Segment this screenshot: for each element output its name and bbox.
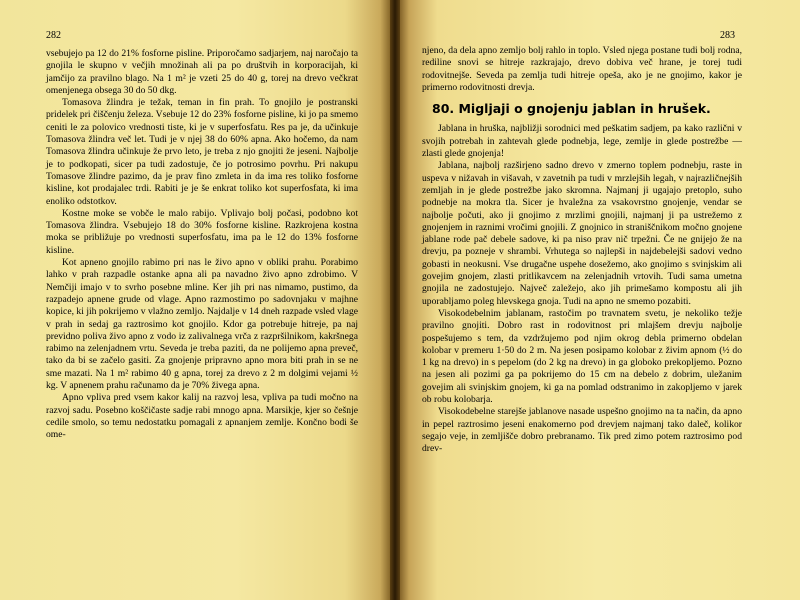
right-page-body bbox=[422, 45, 742, 456]
paragraph: Jablana, najbolj razširjeno sadno drevo v zmerno toplem podnebju, raste in uspeva v nižavah in višavah, v zavetnih pa tudi v mrzlejših legah, v najrazličnejših zemljah in je glede postrežbe jako skromna. Najmanj ji ugajajo pretoplo, suho podnebje na mokra tla. Sicer je hvaležna za vsakovrstno gnojenje, vendar se najbolje počuti, ako ji gnojimo z mrzlimi gnojili, najmanj ji pa ustrežemo z gnojenjem in raznimi vročimi gnojili. Z gnojnico in straniščnikom močno gnojene jablane rode pač debele sadove, ki pa niso prav nič trpežni. Če ne gnijejo že na drevju, pa pozneje v shrambi. Vrhutega so najlepši in najdebelejši sadovi vedno gobasti in neokusni. Vse drugačne uspehe dosežemo, ako gnojimo s svinjskim ali govejim gnojem, zlasti pritlikavcem na zelenjadnih vrtovih. Tudi sama umetna gnojila ne zadostujejo. Največ zaležejo, ako jih primešamo kompostu ali jih uporabljamo poleg hlevskega gnoja. Tudi na apno ne smemo pozabiti. bbox=[422, 160, 742, 307]
page-number-left: 282 bbox=[46, 30, 61, 41]
book-gutter bbox=[390, 0, 400, 600]
paragraph: Kot apneno gnojilo rabimo pri nas le živo apno v obliki prahu. Porabimo lahko v prah razpadle ostanke apna ali pa navadno živo apno zdrobimo. V Nemčiji imajo v to svrho posebne mline. Ker jih pri nas nimamo, pustimo, da razpadejo apnene grude od vlage. Apno razmostimo po sadovnjaku v majhne kopice, ki jih pokrijemo v vlažno zemljo. Najdalje v 14 dneh razpade vsled vlage v prah in sedaj ga raztrosimo kot gnojilo. Kdor ga potrebuje hitreje, pa naj previdno poliva živo apno z vodo iz zalivalnega vrča z razpršilnikom, kakršnega rabimo na zelenjadnem vrtu. Seveda je treba paziti, da ne polijemo apna preveč, tako da bi se začelo gasiti. Za gnojenje pripravno apno mora biti prah in se ne sme mazati. Na 1 m² rabimo 40 g apna, torej za drevo z 2 m dolgimi vejami ½ kg. V apnenem prahu računamo da je 70% živega apna. bbox=[46, 257, 358, 392]
section-heading: 80. Migljaji o gnojenju jablan in hrušek. bbox=[432, 101, 711, 117]
paragraph: vsebujejo pa 12 do 21% fosforne pisline. Priporočamo sadjarjem, naj naročajo ta gnojila le skupno v večjih množinah ali pa po društvih in korporacijah, ki jamčijo za pravilno blago. Na 1 m² je vzeti 25 do 40 g, torej na drevo večkrat omenjenega obsega 30 do 50 dkg. bbox=[46, 48, 358, 96]
left-page-body bbox=[46, 48, 358, 442]
paragraph: Apno vpliva pred vsem kakor kalij na razvoj lesa, vpliva pa tudi močno na razvoj sadu. Posebno koščičaste sadje rabi mnogo apna. Marsikje, kjer so češnje cedile smolo, so temu nedostatku pomagali z apnanjem zemlje. Končno bodi še ome- bbox=[46, 392, 358, 441]
paragraph: Tomasova žlindra je težak, teman in fin prah. To gnojilo je postranski pridelek pri čiščenju železa. Vsebuje 12 do 23% fosforne pisline, ki jo pa smemo ceniti le za polovico vrednosti tiste, ki je v superfosfatu. Res pa je, da učinkuje Tomasova žlindra več let. Tudi je v njej 38 do 60% apna. Ako hočemo, da nam Tomasova žlindra učinkuje že prvo leto, je treba z njo gnojiti že jeseni. Najbolje je to podkopati, sicer pa tudi zadostuje, če jo potrosimo povrhu. Pri nakupu Tomasove žlindre pazimo, da je prav fino zmleta in da ima res toliko fosforne kisline, kot prodajalec trdi. Rabiti je je še enkrat toliko kot superfosfata, ki ima enoliko odstotkov. bbox=[46, 97, 358, 207]
paragraph: Kostne moke se vobče le malo rabijo. Vplivajo bolj počasi, podobno kot Tomasova žlindra. Vsebujejo 18 do 30% fosforne kisline. Razkrojena kostna moka se približuje po vrednosti superfosfatu, ima pa le 12 do 13% fosforne kisline. bbox=[46, 207, 358, 256]
paragraph: Jablana in hruška, najbližji sorodnici med peškatim sadjem, pa kako različni v svojih potrebah in zahtevah glede podnebja, lege, zemlje in glede postrežbe — zlasti glede gnojenja! bbox=[422, 123, 742, 160]
paragraph: Visokodebelne starejše jablanove nasade uspešno gnojimo na ta način, da apno in pepel raztrosimo jeseni enakomerno pod drevjem najmanj tako daleč, kolikor segajo veje, in zemljišče dobro prebranamo. Tik pred zimo potem raztrosimo pod drev- bbox=[422, 406, 742, 455]
page-number-right: 283 bbox=[720, 30, 735, 41]
paragraph: Visokodebelnim jablanam, rastočim po travnatem svetu, je nekoliko težje pravilno gnojiti. Dobro rast in rodovitnost pri mlajšem drevju najbolje pospešujemo s tem, da vzdržujemo pod njim okrog debla primerno obdelan kolobar v premeru 1·50 do 2 m. Na jesen posipamo kolobar z živim apnom (½ do 1 kg na drevo) in s pepelom (do 2 kg na drevo) in ga globoko prekopljemo. Pozno na jesen ali pozimi ga pa pokrijemo do 15 cm na debelo z dobrim, uležanim govejim ali svinjskim gnojem, ki ga na pomlad odstranimo in zakopljemo v jarek ob robu kolobarja. bbox=[422, 307, 742, 406]
paragraph: njeno, da dela apno zemljo bolj rahlo in toplo. Vsled njega postane tudi bolj rodna, rediline snovi se hitreje razkrajajo, drevo dobiva več hrane, je torej tudi rodovitnejše. Seveda pa zemlja tudi hitreje opeša, ako je ne gnojimo, kakor je primerno rodovitnosti drevja. bbox=[422, 45, 742, 93]
